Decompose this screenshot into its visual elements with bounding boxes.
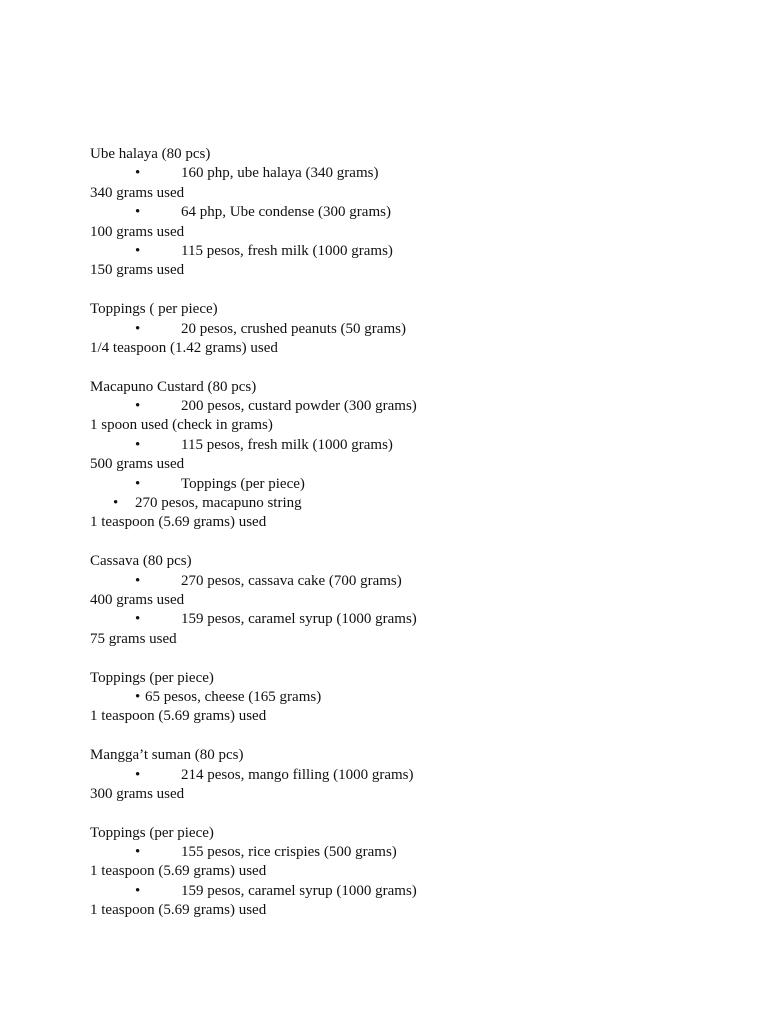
list-item	[90, 494, 730, 513]
bullet-icon: •	[135, 242, 141, 259]
item-text: 159 pesos, caramel syrup (1000 grams)	[181, 882, 417, 899]
list-item	[90, 436, 730, 455]
list-item	[90, 203, 730, 222]
spacer	[90, 358, 730, 377]
section-heading: Mangga’t suman (80 pcs)	[90, 747, 244, 764]
list-item	[90, 320, 730, 339]
item-text: 20 pesos, crushed peanuts (50 grams)	[181, 320, 406, 337]
usage-note: 1 teaspoon (5.69 grams) used	[90, 708, 267, 725]
bullet-icon: •	[135, 766, 141, 783]
item-text: 270 pesos, cassava cake (700 grams)	[181, 572, 402, 589]
bullet-icon: •	[135, 165, 141, 182]
usage-note: 1/4 teaspoon (1.42 grams) used	[90, 339, 278, 356]
item-text: 115 pesos, fresh milk (1000 grams)	[181, 436, 393, 453]
list-item	[90, 397, 730, 416]
list-item	[90, 882, 730, 901]
section-heading: Toppings ( per piece)	[90, 301, 218, 318]
list-item	[90, 610, 730, 629]
list-item	[90, 843, 730, 862]
usage-note: 300 grams used	[90, 785, 185, 802]
usage-note: 100 grams used	[90, 223, 185, 240]
bullet-icon: •	[135, 436, 141, 453]
bullet-icon: •	[135, 611, 141, 628]
usage-note: 75 grams used	[90, 630, 177, 647]
item-text: 160 php, ube halaya (340 grams)	[181, 165, 379, 182]
item-text: 65 pesos, cheese (165 grams)	[145, 688, 322, 705]
usage-note: 150 grams used	[90, 262, 185, 279]
item-text: 200 pesos, custard powder (300 grams)	[181, 398, 417, 415]
list-item	[90, 688, 730, 707]
section-heading: Ube halaya (80 pcs)	[90, 146, 211, 162]
spacer	[90, 533, 730, 552]
bullet-icon: •	[135, 688, 141, 705]
usage-note: 1 teaspoon (5.69 grams) used	[90, 902, 267, 919]
section-heading: Macapuno Custard (80 pcs)	[90, 378, 257, 395]
section-heading: Toppings (per piece)	[90, 669, 214, 686]
spacer	[90, 281, 730, 300]
usage-note: 400 grams used	[90, 591, 185, 608]
list-item	[90, 242, 730, 261]
bullet-icon: •	[135, 572, 141, 589]
item-text: 64 php, Ube condense (300 grams)	[181, 204, 391, 221]
item-text: 155 pesos, rice crispies (500 grams)	[181, 844, 397, 861]
bullet-icon: •	[113, 495, 119, 512]
spacer	[90, 727, 730, 746]
bullet-icon: •	[135, 882, 141, 899]
bullet-icon: •	[135, 844, 141, 861]
list-item	[90, 766, 730, 785]
usage-note: 1 teaspoon (5.69 grams) used	[90, 514, 267, 531]
document-body	[90, 145, 730, 921]
item-text: 270 pesos, macapuno string	[135, 495, 302, 512]
section-heading: Cassava (80 pcs)	[90, 553, 192, 570]
spacer	[90, 649, 730, 668]
list-item	[90, 475, 730, 494]
item-text: 214 pesos, mango filling (1000 grams)	[181, 766, 414, 783]
item-text: Toppings (per piece)	[181, 475, 305, 492]
section-heading: Toppings (per piece)	[90, 824, 214, 841]
bullet-icon: •	[135, 204, 141, 221]
bullet-icon: •	[135, 475, 141, 492]
bullet-icon: •	[135, 320, 141, 337]
usage-note: 500 grams used	[90, 456, 185, 473]
list-item	[90, 572, 730, 591]
usage-note: 1 teaspoon (5.69 grams) used	[90, 863, 267, 880]
bullet-icon: •	[135, 398, 141, 415]
spacer	[90, 804, 730, 823]
usage-note: 1 spoon used (check in grams)	[90, 417, 273, 434]
item-text: 159 pesos, caramel syrup (1000 grams)	[181, 611, 417, 628]
item-text: 115 pesos, fresh milk (1000 grams)	[181, 242, 393, 259]
list-item	[90, 164, 730, 183]
usage-note: 340 grams used	[90, 184, 185, 201]
